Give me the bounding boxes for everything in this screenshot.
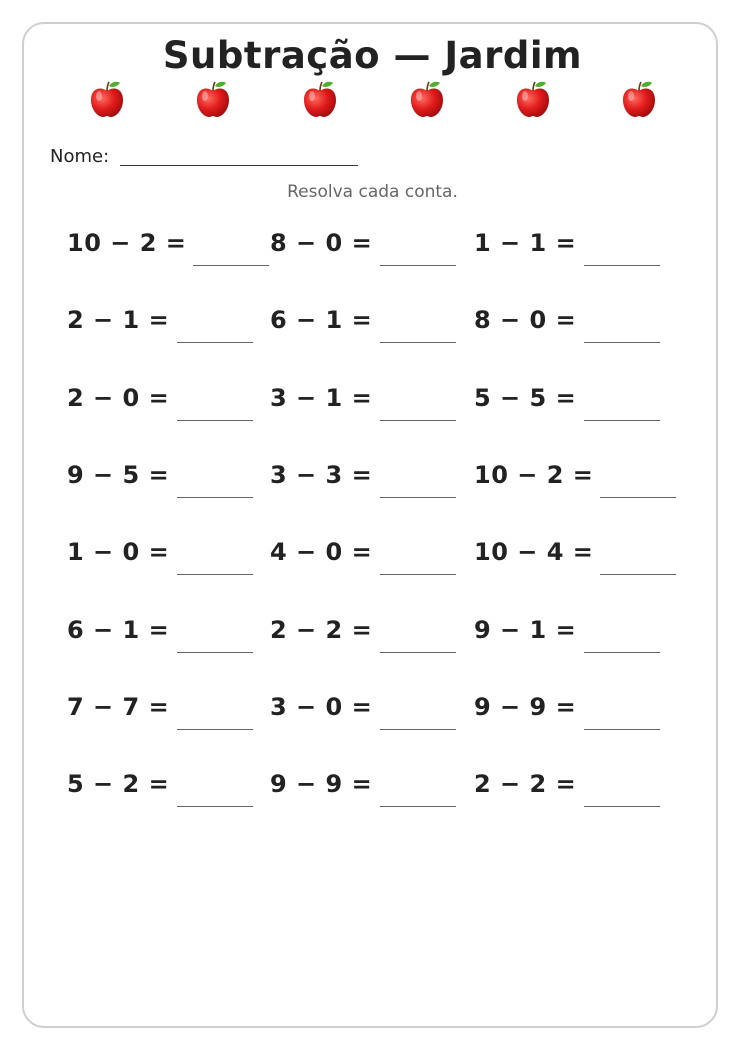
problem-expression: 10 − 2 = [474, 461, 594, 489]
answer-blank[interactable] [380, 729, 456, 730]
red-apple-icon [621, 80, 657, 118]
problem-expression: 5 − 2 = [67, 770, 170, 798]
answer-blank[interactable] [600, 497, 676, 498]
answer-blank[interactable] [177, 729, 253, 730]
answer-blank[interactable] [584, 342, 660, 343]
answer-blank[interactable] [177, 342, 253, 343]
problem-expression: 1 − 1 = [474, 229, 577, 257]
problem-expression: 8 − 0 = [270, 229, 373, 257]
answer-blank[interactable] [380, 652, 456, 653]
red-apple-icon [89, 80, 125, 118]
red-apple-icon [515, 80, 551, 118]
problem-expression: 3 − 1 = [270, 384, 373, 412]
problem-expression: 2 − 0 = [67, 384, 170, 412]
problem-expression: 3 − 3 = [270, 461, 373, 489]
answer-blank[interactable] [177, 574, 253, 575]
problem-expression: 9 − 1 = [474, 616, 577, 644]
red-apple-icon [409, 80, 445, 118]
answer-blank[interactable] [584, 265, 660, 266]
problem-expression: 9 − 5 = [67, 461, 170, 489]
answer-blank[interactable] [380, 265, 456, 266]
answer-blank[interactable] [177, 420, 253, 421]
problem-expression: 10 − 4 = [474, 538, 594, 566]
problem-expression: 9 − 9 = [270, 770, 373, 798]
problem-expression: 2 − 2 = [270, 616, 373, 644]
answer-blank[interactable] [380, 497, 456, 498]
apple-decoration-row [0, 80, 745, 120]
problem-expression: 1 − 0 = [67, 538, 170, 566]
answer-blank[interactable] [380, 342, 456, 343]
worksheet-title: Subtração — Jardim [162, 34, 583, 77]
problem-expression: 10 − 2 = [67, 229, 187, 257]
problem-expression: 4 − 0 = [270, 538, 373, 566]
problem-expression: 2 − 1 = [67, 306, 170, 334]
answer-blank[interactable] [177, 806, 253, 807]
problem-expression: 5 − 5 = [474, 384, 577, 412]
name-field-line[interactable] [120, 165, 358, 166]
answer-blank[interactable] [584, 806, 660, 807]
problem-expression: 8 − 0 = [474, 306, 577, 334]
answer-blank[interactable] [600, 574, 676, 575]
worksheet-border [22, 22, 718, 1028]
problem-expression: 6 − 1 = [270, 306, 373, 334]
problem-expression: 6 − 1 = [67, 616, 170, 644]
problem-expression: 9 − 9 = [474, 693, 577, 721]
name-label: Nome: [50, 146, 110, 167]
problem-expression: 2 − 2 = [474, 770, 577, 798]
answer-blank[interactable] [193, 265, 269, 266]
answer-blank[interactable] [177, 652, 253, 653]
answer-blank[interactable] [177, 497, 253, 498]
answer-blank[interactable] [380, 806, 456, 807]
answer-blank[interactable] [380, 420, 456, 421]
answer-blank[interactable] [380, 574, 456, 575]
red-apple-icon [302, 80, 338, 118]
problem-expression: 7 − 7 = [67, 693, 170, 721]
problem-expression: 3 − 0 = [270, 693, 373, 721]
answer-blank[interactable] [584, 729, 660, 730]
answer-blank[interactable] [584, 652, 660, 653]
answer-blank[interactable] [584, 420, 660, 421]
red-apple-icon [195, 80, 231, 118]
instructions: Resolva cada conta. [287, 182, 458, 202]
